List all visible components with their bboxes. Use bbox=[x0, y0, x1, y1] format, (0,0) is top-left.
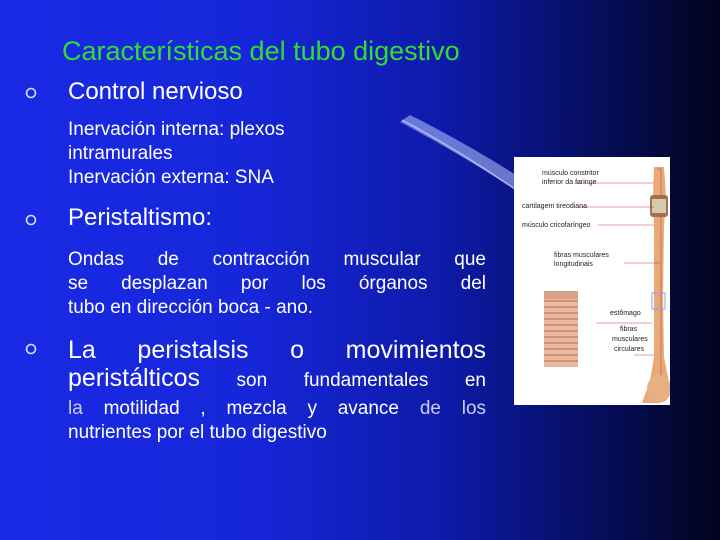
body-line: se desplazan por los órganos del bbox=[68, 273, 486, 294]
label-cricofaringeo: músculo cricofaríngeo bbox=[522, 222, 591, 229]
esophagus-diagram bbox=[514, 157, 670, 405]
bold-term: peristálticos bbox=[68, 364, 200, 392]
body-line: intramurales bbox=[68, 143, 173, 164]
body-line: Ondas de contracción muscular que bbox=[68, 249, 486, 270]
label-circulares-3: circulares bbox=[614, 346, 644, 353]
esophagus-tube bbox=[642, 167, 670, 403]
label-circulares-2: musculares bbox=[612, 336, 648, 343]
body-text: la bbox=[68, 398, 83, 419]
muscle-fibers-detail bbox=[544, 291, 578, 367]
body-line: La peristalsis o movimientos bbox=[68, 336, 486, 364]
esophagus-illustration bbox=[514, 157, 670, 405]
section-heading-control-nervioso: Control nervioso bbox=[68, 78, 243, 105]
section-body-control-nervioso bbox=[68, 118, 285, 190]
body-line bbox=[68, 397, 486, 421]
label-estomago: estômago bbox=[610, 310, 641, 317]
open-circle-icon bbox=[24, 213, 38, 227]
body-text: motilidad , mezcla y avance bbox=[103, 398, 400, 419]
body-line: Inervación interna: plexos bbox=[68, 119, 285, 140]
open-circle-icon bbox=[24, 342, 38, 356]
body-text: son fundamentales en bbox=[236, 370, 486, 391]
label-cartilagem: cartilagem tireodiana bbox=[522, 203, 587, 210]
body-text: de los bbox=[419, 398, 487, 419]
body-line: Inervación externa: SNA bbox=[68, 167, 274, 188]
label-constrictor-2: inferior da faringe bbox=[542, 179, 597, 186]
body-line: nutrientes por el tubo digestivo bbox=[68, 422, 327, 443]
label-circulares: fibras bbox=[620, 326, 638, 333]
label-constrictor: músculo constritor bbox=[542, 170, 599, 177]
slide-title: Características del tubo digestivo bbox=[62, 36, 460, 66]
section-body-peristalsis bbox=[68, 336, 486, 445]
label-longitudinais-2: longitudinais bbox=[554, 261, 593, 268]
section-body-peristaltismo bbox=[68, 248, 486, 320]
section-heading-peristaltismo: Peristaltismo: bbox=[68, 204, 213, 231]
label-longitudinais: fibras musculares bbox=[554, 252, 609, 259]
open-circle-icon bbox=[24, 86, 38, 100]
body-line: tubo en dirección boca - ano. bbox=[68, 297, 314, 318]
body-line bbox=[68, 364, 486, 395]
